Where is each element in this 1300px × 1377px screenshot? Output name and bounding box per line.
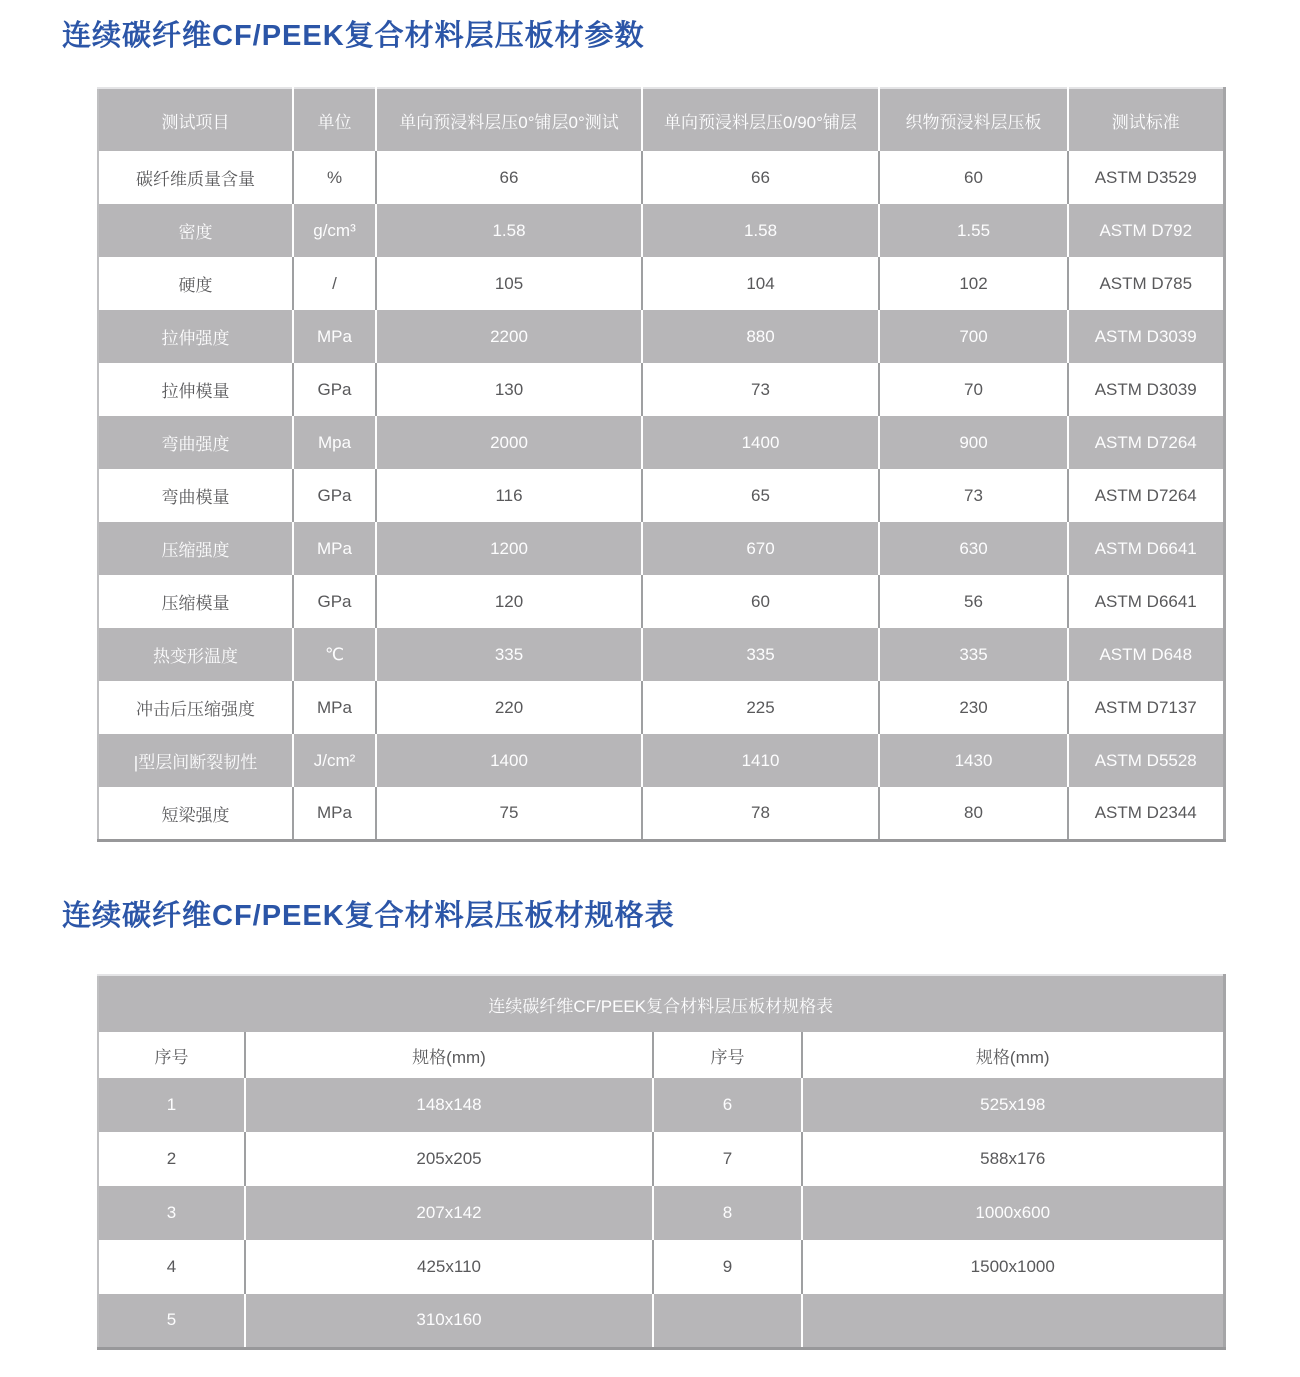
section-title-sizes: 连续碳纤维CF/PEEK复合材料层压板材规格表	[62, 899, 675, 932]
table-row	[98, 734, 1224, 787]
cell: 207x142	[245, 1186, 653, 1240]
sizes-table-header	[98, 975, 1224, 1078]
header-cell: 测试项目	[98, 88, 293, 151]
cell: 3	[98, 1186, 245, 1240]
cell: 630	[879, 522, 1068, 575]
cell: ASTM D2344	[1094, 803, 1197, 822]
cell: 65	[642, 469, 879, 522]
cell: ℃	[293, 628, 376, 681]
table-row	[98, 1186, 1224, 1240]
table-row	[98, 522, 1224, 575]
cell: 66	[642, 151, 879, 204]
header-cell: 规格(mm)	[245, 1032, 653, 1078]
cell: 335	[642, 628, 879, 681]
cell: 425x110	[245, 1240, 653, 1294]
cell: 148x148	[245, 1078, 653, 1132]
table-row	[98, 787, 1224, 840]
cell: 880	[642, 310, 879, 363]
cell: 105	[376, 257, 642, 310]
cell: 2000	[376, 416, 642, 469]
header-cell: 序号	[98, 1032, 245, 1078]
cell: 1.58	[642, 204, 879, 257]
cell: 104	[642, 257, 879, 310]
cell: ASTM D648	[1099, 644, 1193, 664]
header-cell: 织物预浸料层压板	[879, 88, 1068, 151]
cell: 78	[642, 787, 879, 840]
table-row	[98, 1078, 1224, 1132]
cell: MPa	[293, 787, 376, 840]
cell: 310x160	[245, 1294, 653, 1348]
cell: 73	[642, 363, 879, 416]
cell: 8	[653, 1186, 802, 1240]
cell: ASTM D792	[1099, 220, 1193, 240]
parameters-table-header	[98, 88, 1224, 151]
cell: 拉伸强度	[98, 310, 293, 363]
cell: 335	[376, 628, 642, 681]
cell: 73	[879, 469, 1068, 522]
cell: J/cm²	[293, 734, 376, 787]
cell: 1400	[376, 734, 642, 787]
cell: 热变形温度	[98, 628, 293, 681]
cell: 1.55	[879, 204, 1068, 257]
cell: 120	[376, 575, 642, 628]
cell: 弯曲强度	[98, 416, 293, 469]
cell: 碳纤维质量含量	[98, 151, 293, 204]
cell: 205x205	[245, 1132, 653, 1186]
cell: 700	[879, 310, 1068, 363]
table-row	[98, 257, 1224, 310]
cell: 130	[376, 363, 642, 416]
table-row	[98, 469, 1224, 522]
cell: GPa	[293, 469, 376, 522]
cell: 6	[653, 1078, 802, 1132]
header-cell: 单向预浸料层压0°铺层0°测试	[376, 88, 642, 151]
table-row	[98, 310, 1224, 363]
cell: %	[293, 151, 376, 204]
cell: 1410	[642, 734, 879, 787]
cell: 弯曲模量	[98, 469, 293, 522]
cell	[653, 1294, 802, 1348]
cell: GPa	[293, 575, 376, 628]
cell: ASTM D7264	[1094, 485, 1197, 505]
cell: ASTM D6641	[1094, 591, 1197, 611]
cell	[802, 1294, 1224, 1348]
cell: 1	[98, 1078, 245, 1132]
cell: 冲击后压缩强度	[98, 681, 293, 734]
cell: 670	[642, 522, 879, 575]
cell: 硬度	[98, 257, 293, 310]
table-row	[98, 1294, 1224, 1348]
cell: |型层间断裂韧性	[98, 734, 293, 787]
table-row	[98, 363, 1224, 416]
cell: 1.58	[376, 204, 642, 257]
cell: 7	[653, 1132, 802, 1186]
cell: 75	[376, 787, 642, 840]
cell: 335	[879, 628, 1068, 681]
cell: 9	[653, 1240, 802, 1294]
cell: 压缩模量	[98, 575, 293, 628]
cell: ASTM D7264	[1094, 432, 1197, 452]
cell: g/cm³	[293, 204, 376, 257]
cell: 4	[98, 1240, 245, 1294]
cell: 压缩强度	[98, 522, 293, 575]
cell: 56	[879, 575, 1068, 628]
header-cell: 规格(mm)	[802, 1032, 1224, 1078]
table-row	[98, 575, 1224, 628]
cell: Mpa	[293, 416, 376, 469]
cell: 1500x1000	[970, 1257, 1055, 1276]
cell: 60	[642, 575, 879, 628]
cell: 80	[879, 787, 1068, 840]
header-cell: 单位	[293, 88, 376, 151]
section-title-parameters: 连续碳纤维CF/PEEK复合材料层压板材参数	[62, 20, 645, 52]
cell: 66	[376, 151, 642, 204]
table-row	[98, 416, 1224, 469]
cell: 密度	[98, 204, 293, 257]
cell: 短梁强度	[98, 787, 293, 840]
parameters-table-body	[98, 151, 1224, 840]
cell: 102	[879, 257, 1068, 310]
cell: 900	[879, 416, 1068, 469]
table-row	[98, 88, 1224, 151]
cell: 588x176	[980, 1149, 1046, 1168]
cell: MPa	[293, 522, 376, 575]
cell: 1430	[879, 734, 1068, 787]
cell: 2200	[376, 310, 642, 363]
table-row	[98, 1132, 1224, 1186]
cell: ASTM D3529	[1094, 167, 1197, 187]
cell: 230	[879, 681, 1068, 734]
table-row	[98, 1240, 1224, 1294]
cell: MPa	[293, 310, 376, 363]
cell: /	[293, 257, 376, 310]
cell: 220	[376, 681, 642, 734]
cell: ASTM D3039	[1094, 379, 1197, 399]
cell: 225	[642, 681, 879, 734]
cell: 1000x600	[975, 1203, 1051, 1222]
sizes-table-subheader-row	[98, 1032, 1224, 1078]
header-cell: 序号	[653, 1032, 802, 1078]
parameters-table	[97, 87, 1226, 842]
cell: 116	[376, 469, 642, 522]
sizes-table	[97, 974, 1226, 1350]
cell: 70	[879, 363, 1068, 416]
cell: MPa	[293, 681, 376, 734]
cell: 1200	[376, 522, 642, 575]
cell: ASTM D6641	[1094, 538, 1197, 558]
header-cell: 单向预浸料层压0/90°铺层	[642, 88, 879, 151]
header-cell: 测试标准	[1068, 88, 1224, 151]
cell: 525x198	[980, 1095, 1046, 1114]
table-row	[98, 204, 1224, 257]
table-row	[98, 151, 1224, 204]
table-row	[98, 628, 1224, 681]
cell: ASTM D5528	[1094, 750, 1197, 770]
cell: GPa	[293, 363, 376, 416]
cell: ASTM D7137	[1094, 697, 1197, 717]
table-banner-row	[98, 975, 1224, 1032]
sizes-table-body	[98, 1078, 1224, 1348]
cell: ASTM D3039	[1094, 326, 1197, 346]
sizes-table-banner: 连续碳纤维CF/PEEK复合材料层压板材规格表	[98, 975, 1224, 1032]
cell: 2	[98, 1132, 245, 1186]
cell: ASTM D785	[1099, 273, 1193, 293]
cell: 拉伸模量	[98, 363, 293, 416]
table-row	[98, 681, 1224, 734]
cell: 1400	[642, 416, 879, 469]
cell: 5	[98, 1294, 245, 1348]
cell: 60	[879, 151, 1068, 204]
